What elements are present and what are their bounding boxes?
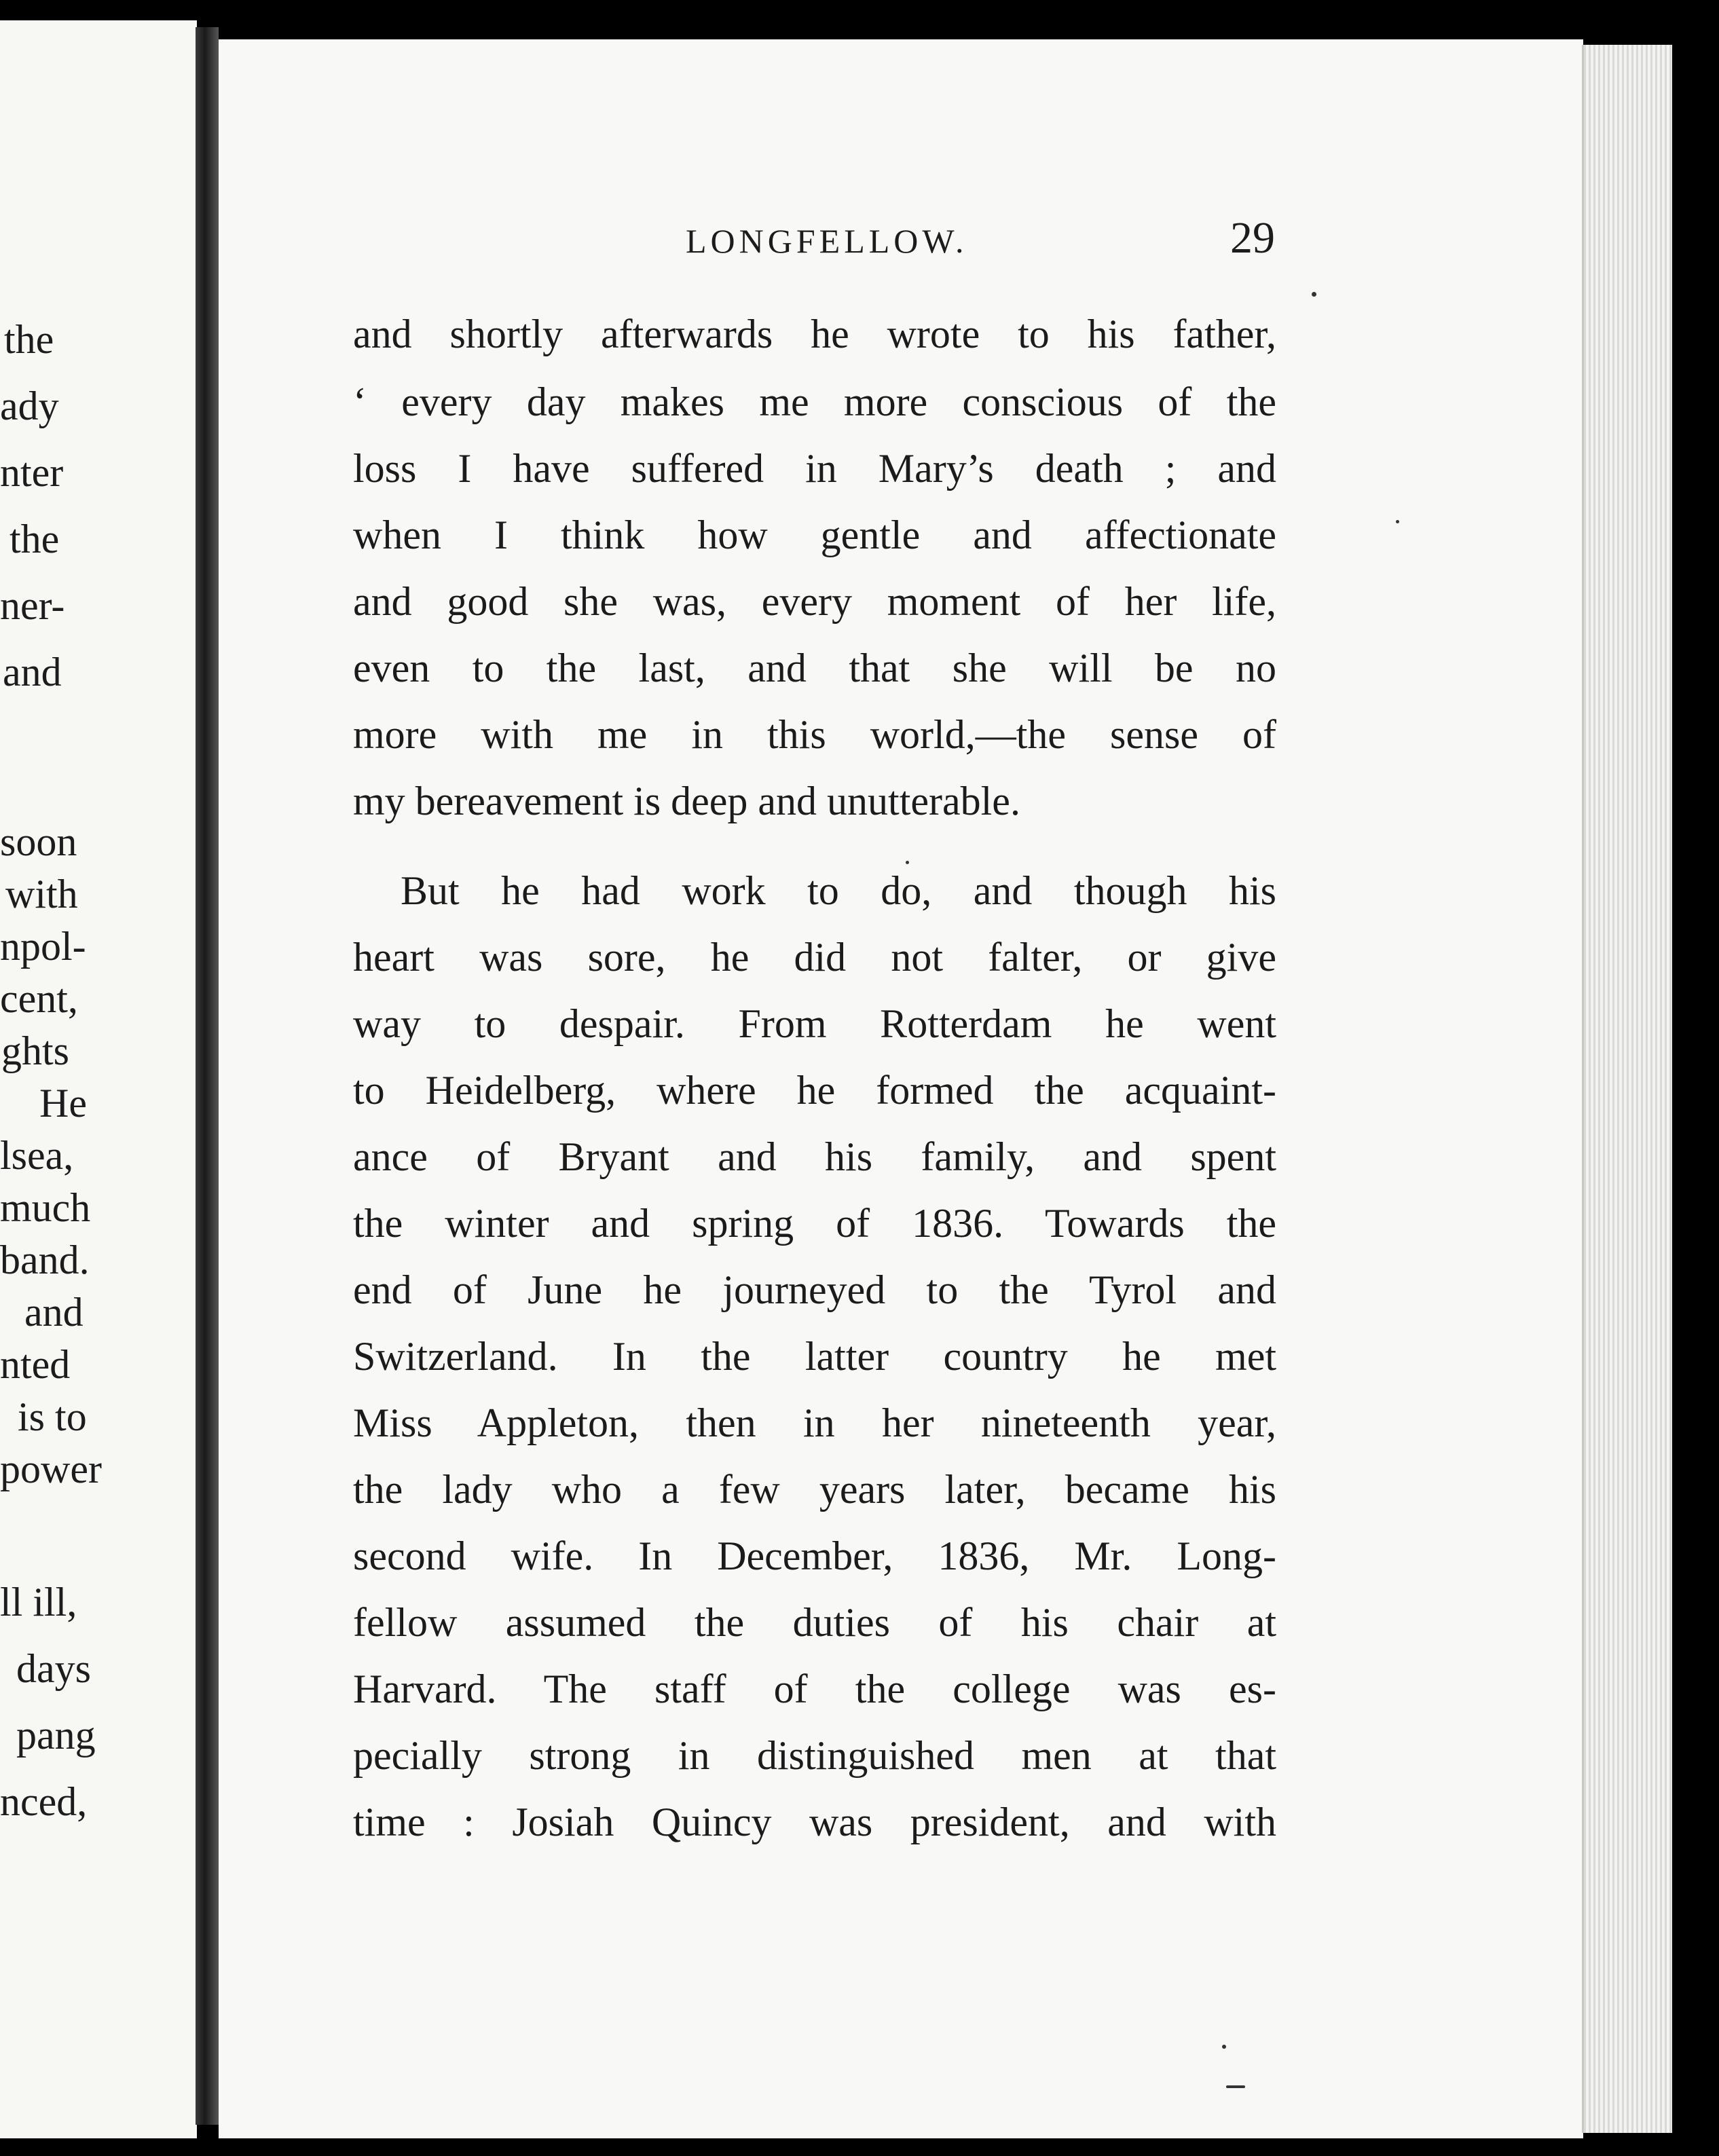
left-page-fragment: much: [0, 1185, 91, 1230]
page-number: 29: [1230, 213, 1275, 263]
scan-speck: [1396, 520, 1399, 523]
text-line: end of June he journeyed to the Tyrol and: [353, 1267, 1276, 1312]
text-line: the winter and spring of 1836. Towards the: [353, 1201, 1276, 1246]
left-page-fragment: soon: [0, 819, 77, 864]
text-line: loss I have suffered in Mary’s death ; and: [353, 446, 1276, 491]
scan-speck: [1312, 292, 1316, 297]
left-page-fragment: ll ill,: [0, 1580, 77, 1624]
left-page-fragment: ady: [0, 384, 59, 428]
text-line: my bereavement is deep and unutterable.: [353, 779, 1020, 823]
left-page-fragment: band.: [0, 1238, 90, 1282]
text-line: Switzerland. In the latter country he met: [353, 1334, 1276, 1379]
left-facing-page: [0, 20, 197, 2138]
left-page-fragment: the: [4, 317, 54, 362]
left-page-fragment: and: [3, 650, 62, 694]
scan-speck: [1222, 2045, 1226, 2049]
text-line: pecially strong in distinguished men at that: [353, 1733, 1276, 1778]
left-page-fragment: nted: [0, 1342, 71, 1387]
text-line: the lady who a few years later, became his: [353, 1467, 1276, 1512]
text-line: when I think how gentle and affectionate: [353, 513, 1276, 557]
text-line: Miss Appleton, then in her nineteenth year,: [353, 1400, 1276, 1445]
text-line: to Heidelberg, where he formed the acquaint-: [353, 1068, 1276, 1113]
left-page-fragment: pang: [16, 1713, 96, 1758]
text-line: heart was sore, he did not falter, or give: [353, 935, 1276, 980]
left-page-fragment: power: [0, 1447, 102, 1491]
left-page-fragment: ner-: [0, 583, 65, 628]
text-line: ‘ every day makes me more conscious of the: [353, 379, 1276, 424]
text-line: even to the last, and that she will be no: [353, 646, 1276, 690]
left-page-fragment: with: [5, 872, 78, 916]
left-page-fragment: nter: [0, 450, 64, 495]
left-page-fragment: ghts: [1, 1028, 70, 1073]
text-line: and shortly afterwards he wrote to his father,: [353, 312, 1276, 356]
running-head: LONGFELLOW.: [686, 222, 968, 260]
left-page-fragment: cent,: [0, 976, 78, 1021]
left-page-fragment: He: [39, 1081, 87, 1126]
text-line: But he had work to do, and though his: [401, 868, 1276, 913]
left-page-fragment: nced,: [0, 1779, 88, 1824]
scan-speck: [1226, 2085, 1245, 2088]
page-edges: [1582, 45, 1672, 2133]
text-line: and good she was, every moment of her life,: [353, 579, 1276, 624]
left-page-fragment: npol-: [0, 924, 86, 969]
text-line: Harvard. The staff of the college was es-: [353, 1667, 1276, 1711]
left-page-fragment: days: [16, 1646, 91, 1691]
scan-speck: [906, 861, 909, 864]
left-page-fragment: and: [24, 1290, 84, 1335]
text-line: more with me in this world,—the sense of: [353, 712, 1276, 757]
text-line: second wife. In December, 1836, Mr. Long-: [353, 1534, 1276, 1578]
text-line: way to despair. From Rotterdam he went: [353, 1001, 1276, 1046]
left-page-fragment: lsea,: [0, 1133, 74, 1178]
text-line: time : Josiah Quincy was president, and with: [353, 1800, 1276, 1844]
binding-gutter: [196, 27, 219, 2125]
left-page-fragment: the: [10, 517, 60, 561]
text-line: fellow assumed the duties of his chair at: [353, 1600, 1276, 1645]
left-page-fragment: is to: [18, 1394, 87, 1439]
text-line: ance of Bryant and his family, and spent: [353, 1134, 1276, 1179]
